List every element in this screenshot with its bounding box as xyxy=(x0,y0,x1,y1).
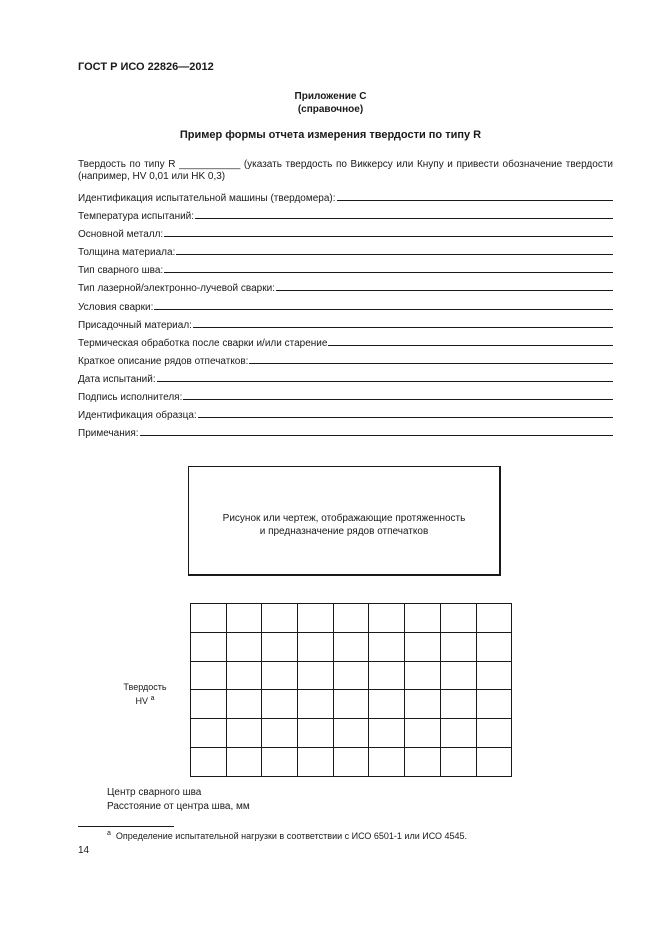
grid-cell xyxy=(405,719,441,748)
field-row xyxy=(78,426,613,444)
field-label: Примечания: xyxy=(78,428,139,440)
grid-cell xyxy=(369,690,405,719)
field-label: Температура испытаний: xyxy=(78,211,195,223)
field-row xyxy=(78,336,613,354)
grid-cell xyxy=(369,747,405,776)
field-label: Краткое описание рядов отпечатков: xyxy=(78,355,249,367)
field-row xyxy=(78,245,613,263)
grid-cell xyxy=(440,719,476,748)
field-label: Идентификация испытательной машины (твердомера): xyxy=(78,193,336,204)
field-row xyxy=(78,263,613,281)
field-label: Условия сварки: xyxy=(78,301,154,313)
fill-line xyxy=(328,336,613,346)
grid-cell xyxy=(191,690,227,719)
grid-cell xyxy=(333,690,369,719)
grid-cell xyxy=(333,747,369,776)
grid-cell xyxy=(191,604,227,633)
fill-line xyxy=(337,191,613,201)
field-row xyxy=(78,354,613,372)
fill-line xyxy=(183,390,613,400)
distance-axis-label: Расстояние от центра шва, мм xyxy=(107,801,250,812)
document-header: ГОСТ Р ИСО 22826—2012 xyxy=(78,61,214,73)
fill-line xyxy=(193,318,613,328)
grid-cell xyxy=(440,690,476,719)
grid-cell xyxy=(191,661,227,690)
field-label: Подпись исполнителя: xyxy=(78,392,183,404)
grid-cell xyxy=(476,747,512,776)
grid-cell xyxy=(298,632,334,661)
field-label: Основной металл: xyxy=(78,229,164,241)
grid-cell xyxy=(298,690,334,719)
grid-cell xyxy=(405,661,441,690)
grid-cell xyxy=(405,690,441,719)
grid-cell xyxy=(405,632,441,661)
field-row xyxy=(78,281,613,299)
footnote xyxy=(107,830,467,841)
field-label: Присадочный материал: xyxy=(78,319,192,331)
figure-text-line: Рисунок или чертеж, отображающие протяженность xyxy=(222,513,466,524)
grid-cell xyxy=(369,719,405,748)
field-row xyxy=(78,318,613,336)
figure-text-line: и предназначение рядов отпечатков xyxy=(259,526,429,537)
grid-cell xyxy=(333,632,369,661)
hardness-type-intro: Твердость по типу R ___________ (указать твердость по Виккерсу или Кнупу и привести обозначение твердости (например, HV 0,01 или HK 0,3) xyxy=(78,159,613,182)
grid-cell xyxy=(262,690,298,719)
fill-line xyxy=(176,245,613,255)
fill-line xyxy=(276,281,613,291)
grid-cell xyxy=(476,632,512,661)
field-label: Толщина материала: xyxy=(78,247,176,259)
fill-line xyxy=(198,408,613,418)
grid-cell xyxy=(476,719,512,748)
grid-row xyxy=(191,690,512,719)
grid-cell xyxy=(191,719,227,748)
footnote-marker: a xyxy=(150,695,155,702)
grid-cell xyxy=(440,604,476,633)
field-row xyxy=(78,390,613,408)
grid-cell xyxy=(333,719,369,748)
field-label: Тип лазерной/электронно-лучевой сварки: xyxy=(78,283,275,295)
fill-line xyxy=(154,300,613,310)
grid-cell xyxy=(369,661,405,690)
grid-cell xyxy=(226,604,262,633)
annex-title: Приложение С xyxy=(294,91,367,102)
hardness-label-line: Твердость xyxy=(123,682,167,692)
figure-placeholder-box xyxy=(188,466,501,576)
grid-cell xyxy=(226,661,262,690)
footnote-marker: a xyxy=(107,830,111,837)
weld-center-label: Центр сварного шва xyxy=(107,787,202,798)
fill-line xyxy=(195,209,613,219)
field-row xyxy=(78,372,613,390)
field-label: Дата испытаний: xyxy=(78,373,156,385)
field-row xyxy=(78,191,613,209)
field-row xyxy=(78,227,613,245)
grid-cell xyxy=(476,690,512,719)
footnote-divider xyxy=(78,826,174,827)
grid-cell xyxy=(191,632,227,661)
grid-cell xyxy=(405,747,441,776)
grid-cell xyxy=(226,719,262,748)
fill-line xyxy=(164,263,613,273)
grid-cell xyxy=(262,604,298,633)
grid-row xyxy=(191,661,512,690)
field-row xyxy=(78,300,613,318)
report-fields xyxy=(78,191,613,444)
grid-cell xyxy=(191,747,227,776)
grid-row xyxy=(191,604,512,633)
fill-line xyxy=(249,354,613,364)
grid-cell xyxy=(226,747,262,776)
hardness-unit: HV xyxy=(135,696,149,706)
grid-cell xyxy=(298,604,334,633)
grid-cell xyxy=(262,661,298,690)
fill-line xyxy=(164,227,613,237)
fill-line xyxy=(140,426,613,436)
grid-cell xyxy=(440,747,476,776)
grid-row xyxy=(191,719,512,748)
grid-cell xyxy=(298,747,334,776)
field-label: Тип сварного шва: xyxy=(78,265,164,277)
grid-cell xyxy=(298,661,334,690)
grid-cell xyxy=(476,661,512,690)
grid-cell xyxy=(369,632,405,661)
grid-cell xyxy=(298,719,334,748)
grid-cell xyxy=(226,632,262,661)
hardness-axis-label xyxy=(110,682,180,707)
grid-cell xyxy=(333,661,369,690)
annex-type: (справочное) xyxy=(297,104,364,115)
field-label: Идентификация образца: xyxy=(78,410,197,422)
grid-cell xyxy=(405,604,441,633)
grid-row xyxy=(191,747,512,776)
field-row xyxy=(78,408,613,426)
grid-cell xyxy=(440,632,476,661)
footnote-text: Определение испытательной нагрузки в соответствии с ИСО 6501-1 или ИСО 4545. xyxy=(115,831,468,841)
grid-cell xyxy=(440,661,476,690)
field-row xyxy=(78,209,613,227)
grid-cell xyxy=(262,747,298,776)
grid-cell xyxy=(262,719,298,748)
grid-cell xyxy=(226,690,262,719)
grid-cell xyxy=(369,604,405,633)
figure-placeholder-text xyxy=(189,512,499,538)
hardness-grid xyxy=(190,603,512,777)
grid-cell xyxy=(333,604,369,633)
hardness-label-line xyxy=(110,693,180,707)
fill-line xyxy=(157,372,613,382)
form-title: Пример формы отчета измерения твердости по типу R xyxy=(179,129,482,141)
page-number: 14 xyxy=(78,845,90,856)
grid-cell xyxy=(262,632,298,661)
field-label: Термическая обработка после сварки и/или старение xyxy=(78,337,328,349)
grid-cell xyxy=(476,604,512,633)
grid-row xyxy=(191,632,512,661)
